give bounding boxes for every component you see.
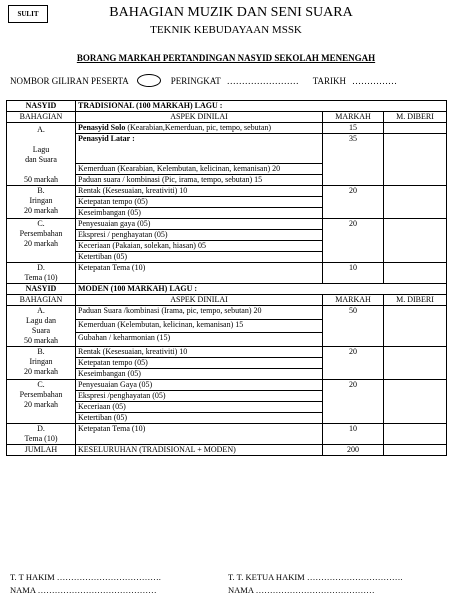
col-bahagian: BAHAGIAN [7, 112, 76, 123]
nombor-oval-field[interactable] [137, 74, 161, 87]
markah-cell: 20 [323, 347, 384, 380]
col-markah: MARKAH [323, 112, 384, 123]
aspek-cell: Penyesuaian gaya (05) [76, 219, 323, 230]
aspek-cell: Kemerduan (Kelembutan, kelicinan, kemanisan) 15 [76, 319, 323, 333]
aspek-cell: Rentak (Kesesuaian, kreativiti) 10 [76, 347, 323, 358]
aspek-cell: Paduan Suara /kombinasi (Irama, pic, tempo, sebutan) 20 [76, 306, 323, 320]
diberi-cell[interactable] [384, 219, 447, 263]
sulit-label: SULIT [8, 5, 48, 23]
page-subtitle: TEKNIK KEBUDAYAAN MSSK [150, 24, 302, 36]
aspek-cell: Gubahan / keharmonian (15) [76, 333, 323, 347]
tarikh-field[interactable]: …………… [352, 75, 398, 86]
diberi-cell[interactable] [384, 424, 447, 445]
table-row [7, 306, 447, 320]
aspek-cell: Ketertiban (05) [76, 252, 323, 263]
table-row [7, 123, 447, 134]
diberi-cell[interactable] [384, 380, 447, 424]
col-markah: MARKAH [323, 295, 384, 306]
aspek-cell: Rentak (Kesesuaian, kreativiti) 10 [76, 186, 323, 197]
aspek-cell: Ekspresi /penghayatan (05) [76, 391, 323, 402]
jumlah-diberi-cell[interactable] [384, 445, 447, 456]
markah-cell: 20 [323, 219, 384, 263]
section-a-label: A. Lagu dan Suara 50 markah [7, 123, 76, 186]
col-aspek: ASPEK DINILAI [76, 295, 323, 306]
diberi-cell[interactable] [384, 134, 447, 186]
section-c-label: C. Persembahan 20 markah [7, 219, 76, 263]
peringkat-label: PERINGKAT [170, 75, 221, 86]
markah-cell: 10 [323, 424, 384, 445]
nombor-label: NOMBOR GILIRAN PESERTA [10, 75, 129, 86]
aspek-cell: Ekspresi / penghayatan (05) [76, 230, 323, 241]
tradisional-header-row [7, 101, 447, 112]
nasyid-label: NASYID [7, 101, 76, 112]
page-title: BAHAGIAN MUZIK DAN SENI SUARA [109, 5, 353, 20]
table-row [7, 219, 447, 230]
table-row [7, 186, 447, 197]
section-b-label: B. Iringan 20 markah [7, 347, 76, 380]
hakim-name-line[interactable]: NAMA …………………………………… [10, 585, 157, 595]
aspek-cell: Ketepatan Tema (10) [76, 263, 323, 284]
diberi-cell[interactable] [384, 306, 447, 347]
table-row [7, 347, 447, 358]
info-line [10, 74, 445, 87]
tarikh-label: TARIKH [312, 75, 347, 86]
column-header-row [7, 112, 447, 123]
tradisional-title: TRADISIONAL (100 MARKAH) LAGU : [76, 101, 447, 112]
markah-cell: 15 [323, 123, 384, 134]
jumlah-row [7, 445, 447, 456]
aspek-cell: Ketertiban (05) [76, 413, 323, 424]
table-row [7, 424, 447, 445]
aspek-cell: Ketepatan tempo (05) [76, 358, 323, 369]
markah-cell: 35 [323, 134, 384, 186]
section-c-label: C. Persembahan 20 markah [7, 380, 76, 424]
diberi-cell[interactable] [384, 347, 447, 380]
section-b-label: B. Iringan 20 markah [7, 186, 76, 219]
aspek-cell: Penasyid Latar : [76, 134, 323, 164]
markah-cell: 20 [323, 380, 384, 424]
ketua-name-line[interactable]: NAMA …………………………………… [228, 585, 375, 595]
peringkat-field[interactable]: …………………… [226, 75, 299, 86]
aspek-cell: Penyesuaian Gaya (05) [76, 380, 323, 391]
diberi-cell[interactable] [384, 263, 447, 284]
form-title: BORANG MARKAH PERTANDINGAN NASYID SEKOLAH MENENGAH [76, 53, 376, 63]
section-d-label: D. Tema (10) [7, 263, 76, 284]
aspek-cell: Keseimbangan (05) [76, 369, 323, 380]
aspek-cell: Ketepatan tempo (05) [76, 197, 323, 208]
table-row [7, 380, 447, 391]
moden-title: MODEN (100 MARKAH) LAGU : [76, 284, 447, 295]
markah-cell: 50 [323, 306, 384, 347]
moden-header-row [7, 284, 447, 295]
col-diberi: M. DIBERI [384, 112, 447, 123]
col-diberi: M. DIBERI [384, 295, 447, 306]
score-table [6, 100, 447, 456]
col-bahagian: BAHAGIAN [7, 295, 76, 306]
markah-cell: 20 [323, 186, 384, 219]
jumlah-label: JUMLAH [7, 445, 76, 456]
aspek-cell: Penasyid Solo (Kearabian,Kemerduan, pic, tempo, sebutan) [76, 123, 323, 134]
hakim-signature-line[interactable]: T. T HAKIM ………………………………. [10, 572, 161, 582]
col-aspek: ASPEK DINILAI [76, 112, 323, 123]
aspek-cell: Paduan suara / kombinasi (Pic, irama, tempo, sebutan) 15 [76, 175, 323, 186]
diberi-cell[interactable] [384, 186, 447, 219]
diberi-cell[interactable] [384, 123, 447, 134]
section-a-label: A. Lagu dan Suara 50 markah [7, 306, 76, 347]
nasyid-label: NASYID [7, 284, 76, 295]
ketua-signature-line[interactable]: T. T. KETUA HAKIM ……………………………. [228, 572, 403, 582]
aspek-cell: Kemerduan (Kearabian, Kelembutan, kelicinan, kemanisan) 20 [76, 164, 323, 175]
aspek-cell: Ketepatan Tema (10) [76, 424, 323, 445]
jumlah-markah: 200 [323, 445, 384, 456]
aspek-cell: Keceriaan (05) [76, 402, 323, 413]
column-header-row [7, 295, 447, 306]
aspek-cell: Keseimbangan (05) [76, 208, 323, 219]
jumlah-desc: KESELURUHAN (TRADISIONAL + MODEN) [76, 445, 323, 456]
table-row [7, 263, 447, 284]
markah-cell: 10 [323, 263, 384, 284]
section-d-label: D. Tema (10) [7, 424, 76, 445]
aspek-cell: Keceriaan (Pakaian, solekan, hiasan) 05 [76, 241, 323, 252]
